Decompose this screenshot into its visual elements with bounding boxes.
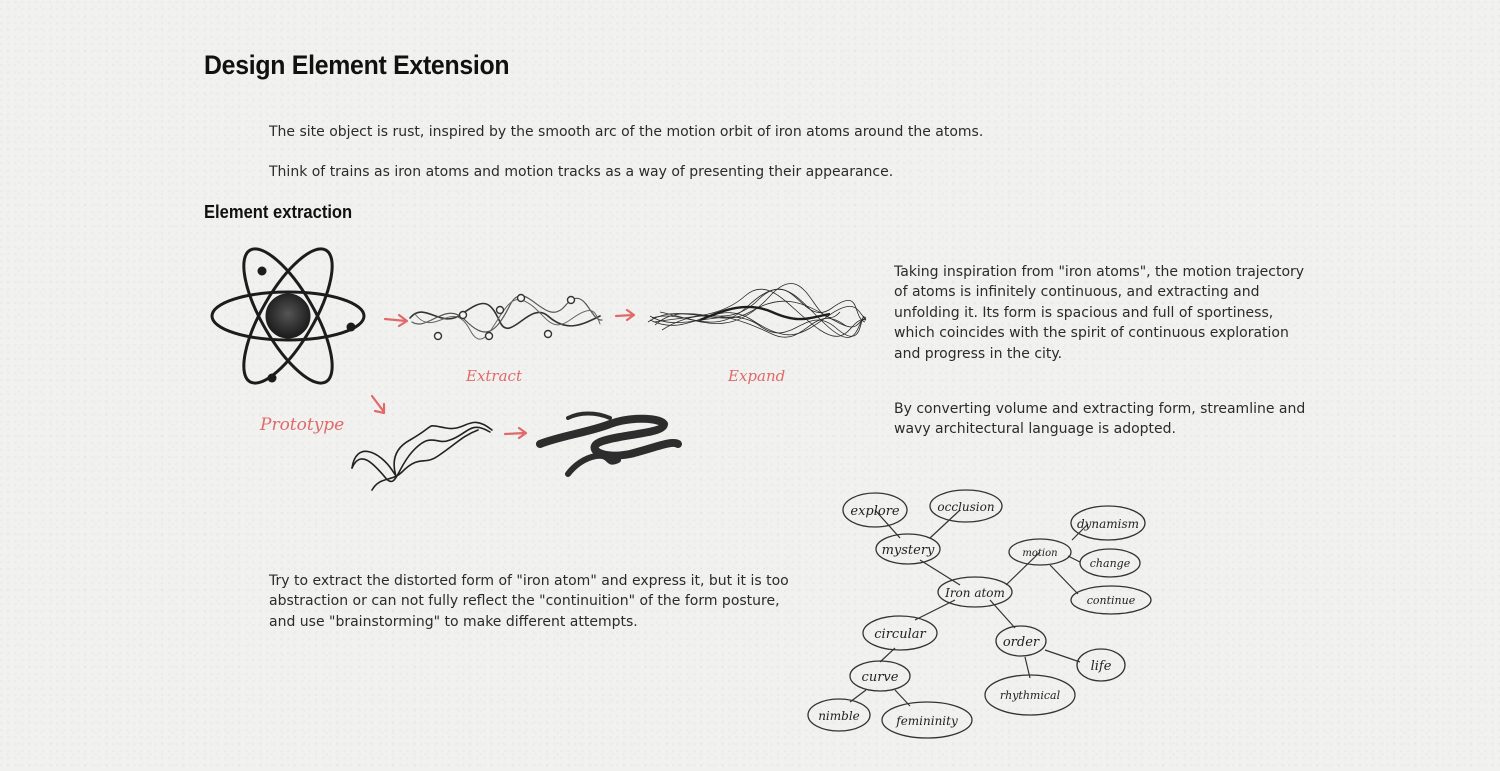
expand-label: Expand [728, 367, 786, 385]
page-title: Design Element Extension [204, 50, 510, 80]
node-label: change [1089, 557, 1131, 570]
node-label: motion [1022, 548, 1058, 559]
node-label: nimble [818, 709, 860, 723]
mind-map-node [996, 626, 1046, 656]
arrow-icon [505, 428, 526, 438]
mind-map-center-node [938, 577, 1012, 607]
mind-map-node [850, 661, 910, 691]
expand-ribbon-sketch [648, 283, 866, 337]
extract-wave-sketch [410, 295, 602, 340]
mind-map-node [876, 534, 940, 564]
node-label: curve [861, 670, 899, 685]
mind-map-node [882, 702, 972, 738]
mind-map-node [930, 490, 1002, 522]
node-label: occlusion [937, 500, 995, 514]
arrow-icon [616, 310, 634, 320]
node-label: explore [850, 504, 900, 519]
prototype-label: Prototype [260, 415, 345, 435]
mind-map-node [808, 699, 870, 731]
node-label: mystery [881, 543, 935, 558]
mind-map-node [1080, 549, 1140, 577]
section-subtitle: Element extraction [204, 202, 353, 222]
mind-map [808, 490, 1151, 738]
node-label: continue [1086, 594, 1136, 607]
arrow-icon [372, 396, 384, 413]
mind-map-node [1071, 506, 1145, 540]
mind-map-node [1071, 586, 1151, 614]
mind-map-node [843, 493, 907, 527]
outline-curve-sketch [352, 422, 492, 490]
atom-prototype-sketch [212, 237, 364, 395]
node-label: circular [874, 627, 926, 642]
mind-map-node [1009, 539, 1071, 565]
center-label: Iron atom [945, 586, 1005, 600]
mind-map-node [985, 675, 1075, 715]
node-label: rhythmical [999, 689, 1061, 702]
extract-label: Extract [466, 367, 522, 385]
description-paragraph-2: By converting volume and extracting form, streamline and wavy architectural language is adopted. [894, 401, 1306, 438]
mind-map-node [1077, 649, 1125, 681]
node-label: dynamism [1076, 517, 1140, 531]
intro-paragraph-2: Think of trains as iron atoms and motion tracks as a way of presenting their appearance. [269, 164, 894, 180]
node-label: femininity [896, 714, 958, 728]
brush-curve-sketch [540, 414, 678, 475]
arrow-icon [385, 315, 407, 326]
brainstorm-paragraph: Try to extract the distorted form of "iron atom" and express it, but it is too abstraction or can not fully reflect the "continuition" of the form posture, and use "brainstorming" to make different attempts. [269, 573, 789, 630]
description-paragraph-1: Taking inspiration from "iron atoms", the motion trajectory of atoms is infinitely continuous, and extracting and unfolding it. Its form is spacious and full of sportiness, which coincides with the spirit of continuous exploration and progress in the city. [894, 264, 1305, 362]
node-label: life [1090, 659, 1112, 674]
mind-map-node [863, 616, 937, 650]
node-label: order [1002, 635, 1040, 650]
intro-paragraph-1: The site object is rust, inspired by the smooth arc of the motion orbit of iron atoms around the atoms. [269, 124, 984, 140]
